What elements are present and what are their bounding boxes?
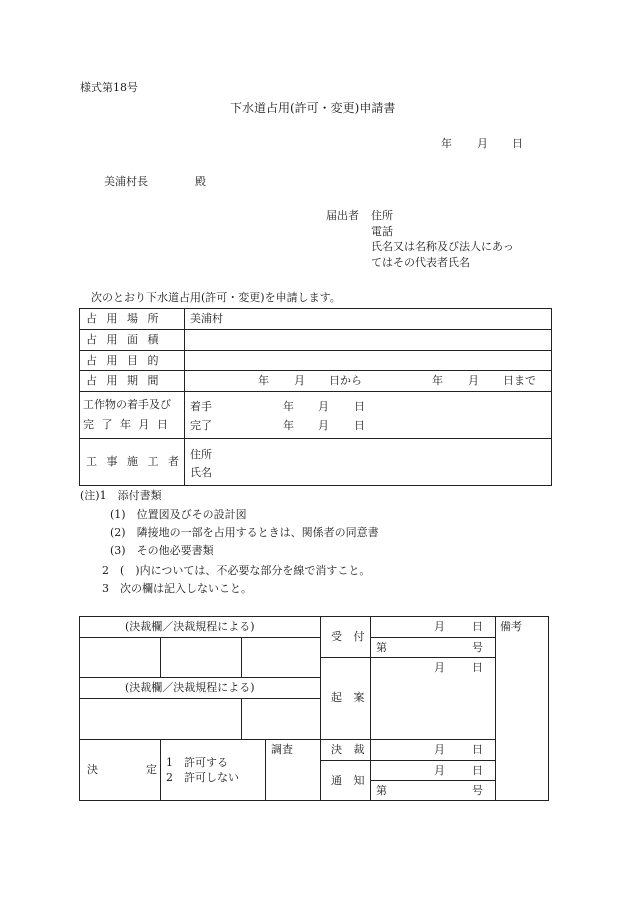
- uketsuke-day: 日: [472, 620, 483, 633]
- page-title: 下水道占用(許可・変更)申請書: [230, 101, 396, 115]
- uketsuke-label: 受 付: [331, 630, 369, 643]
- period-label: 占 用 期 間: [86, 374, 162, 387]
- end-month: 月: [318, 419, 329, 432]
- tsuchi-gou: 号: [472, 784, 483, 797]
- place-value: 美浦村: [190, 312, 223, 325]
- kettei-label-1: 決: [87, 763, 98, 776]
- period-to-day: 日まで: [503, 374, 536, 387]
- chousa-label: 調査: [271, 743, 293, 756]
- period-to-month: 月: [468, 374, 479, 387]
- date-month: 月: [477, 137, 488, 150]
- period-from-day: 日から: [329, 374, 362, 387]
- option-deny: 2 許可しない: [166, 771, 239, 784]
- applicant-name-line1: 氏名又は名称及び法人にあっ: [371, 240, 514, 253]
- end-year: 年: [283, 419, 294, 432]
- start-day: 日: [354, 400, 365, 413]
- date-year: 年: [441, 137, 452, 150]
- period-from-year: 年: [258, 374, 269, 387]
- uketsuke-month: 月: [434, 620, 445, 633]
- note-3: 3 次の欄は記入しないこと。: [102, 582, 252, 595]
- end-day: 日: [354, 419, 365, 432]
- work-label-1: 工作物の着手及び: [83, 398, 171, 411]
- uketsuke-dai: 第: [376, 641, 387, 654]
- work-label-2: 完 了 年 月 日: [83, 418, 170, 431]
- kessai-month: 月: [434, 743, 445, 756]
- start-label: 着手: [190, 400, 212, 413]
- addressee-honorific: 殿: [195, 175, 206, 188]
- tsuchi-month: 月: [434, 764, 445, 777]
- kessai-day: 日: [472, 743, 483, 756]
- kettei-label-2: 定: [146, 763, 157, 776]
- kian-day: 日: [472, 661, 483, 674]
- applicant-address: 住所: [371, 209, 393, 222]
- end-label: 完了: [190, 419, 212, 432]
- contractor-name: 氏名: [190, 466, 212, 479]
- date-day: 日: [512, 137, 523, 150]
- contractor-label: 工 事 施 工 者: [86, 455, 182, 468]
- tsuchi-day: 日: [472, 764, 483, 777]
- approval-label-1: (決裁欄／決裁規程による): [125, 620, 255, 633]
- applicant-label: 届出者: [326, 209, 359, 222]
- applicant-phone: 電話: [371, 225, 393, 238]
- tsuchi-label: 通 知: [331, 774, 369, 787]
- note-2: 2 ( )内については、不必要な部分を線で消すこと。: [102, 564, 371, 577]
- bikou-label: 備考: [500, 620, 522, 633]
- contractor-address: 住所: [190, 448, 212, 461]
- approval-label-2: (決裁欄／決裁規程による): [125, 681, 255, 694]
- period-to-year: 年: [432, 374, 443, 387]
- start-month: 月: [318, 400, 329, 413]
- intro-text: 次のとおり下水道占用(許可・変更)を申請します。: [91, 291, 341, 304]
- place-label: 占 用 場 所: [86, 312, 162, 325]
- kian-label: 起 案: [331, 691, 369, 704]
- addressee-name: 美浦村長: [104, 175, 148, 188]
- kessai-label: 決 裁: [331, 743, 369, 756]
- form-number: 様式第18号: [80, 81, 138, 94]
- note-item-1: (1) 位置図及びその設計図: [110, 508, 247, 521]
- note-item-3: (3) その他必要書類: [110, 544, 214, 557]
- tsuchi-dai: 第: [376, 784, 387, 797]
- uketsuke-gou: 号: [472, 641, 483, 654]
- applicant-name-line2: てはその代表者氏名: [371, 256, 470, 269]
- period-from-month: 月: [294, 374, 305, 387]
- note-item-2: (2) 隣接地の一部を占用するときは、関係者の同意書: [110, 526, 379, 539]
- notes-head: (注)1 添付書類: [80, 489, 162, 502]
- start-year: 年: [283, 400, 294, 413]
- option-approve: 1 許可する: [166, 756, 228, 769]
- purpose-label: 占 用 目 的: [86, 354, 162, 367]
- kian-month: 月: [434, 661, 445, 674]
- area-label: 占 用 面 積: [86, 333, 162, 346]
